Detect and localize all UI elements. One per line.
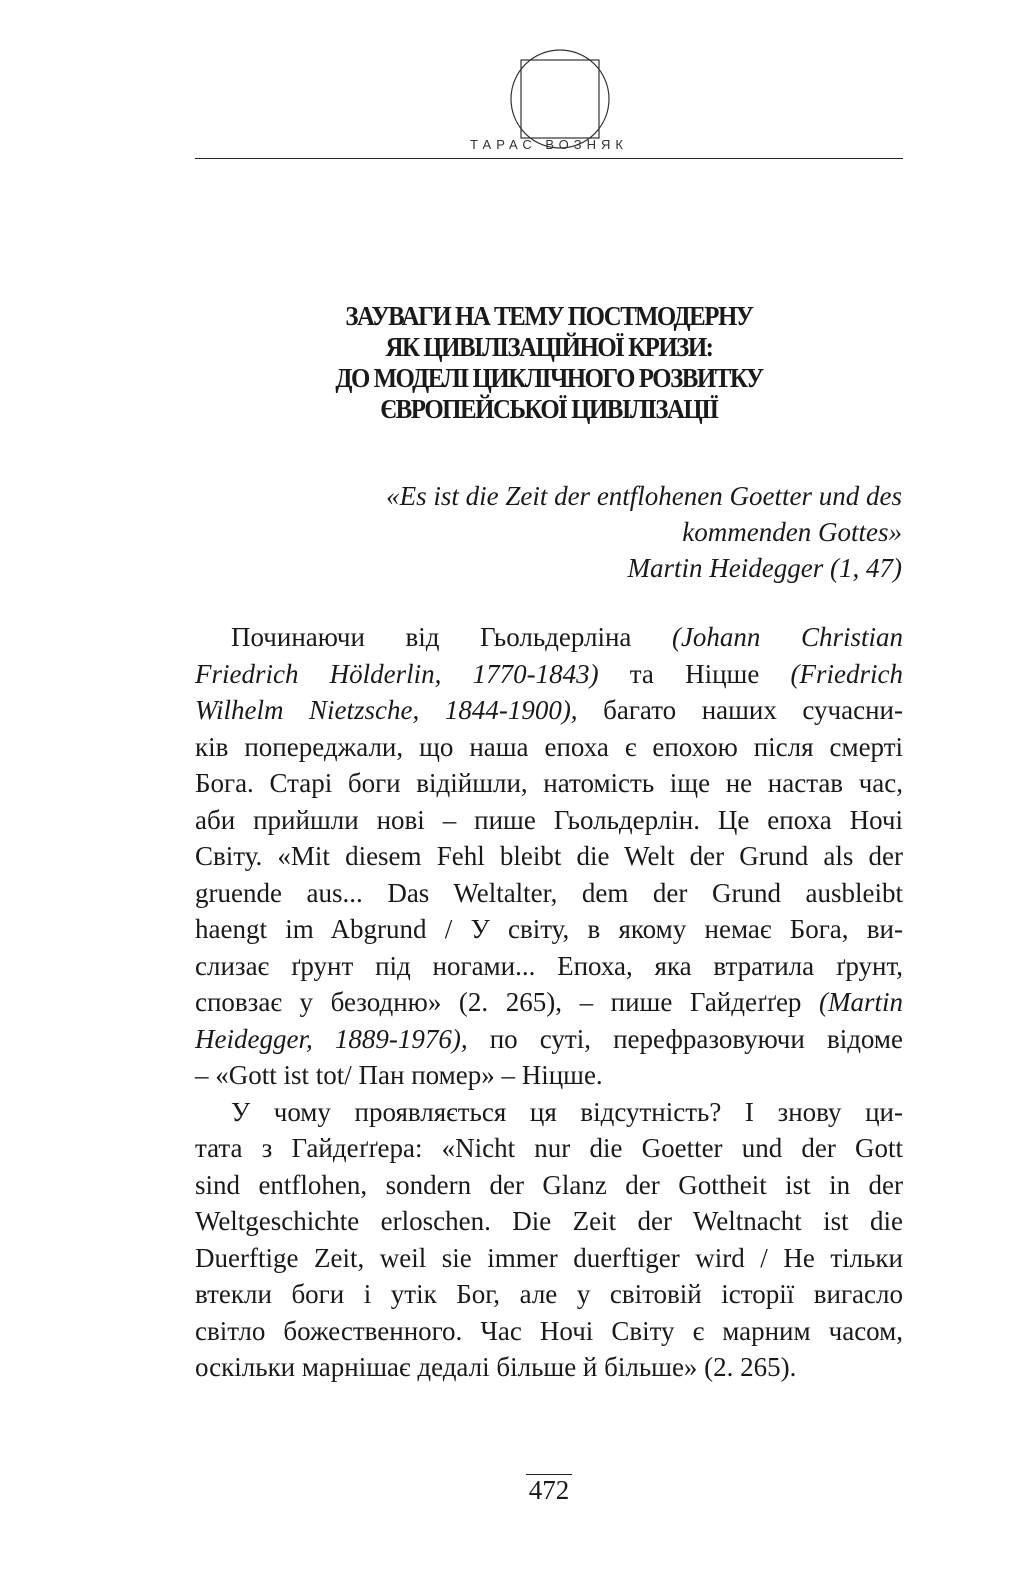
paragraph [195, 619, 903, 1094]
text-segment: ків попереджали, що наша епоха є епохою після смерті [195, 731, 903, 762]
text-line [195, 692, 903, 729]
text-segment: та Ніцше [598, 658, 791, 689]
italic-segment: Heidegger, 1889-1976), [195, 1023, 468, 1054]
text-line [195, 802, 903, 839]
text-segment: Weltgeschichte erloschen. Die Zeit der Weltnacht ist die [195, 1206, 903, 1236]
text-segment: haengt im Abgrund / У світу, в якому немає Бога, ви- [195, 914, 903, 944]
header-rule [195, 158, 903, 159]
italic-segment: (Martin [819, 987, 903, 1017]
page-number: 472 [526, 1474, 573, 1505]
title-line: ЄВРОПЕЙСЬКОЇ ЦИВІЛІЗАЦІЇ [380, 394, 718, 424]
circle-square-emblem-icon [509, 48, 611, 150]
text-segment: Duerftige Zeit, weil sie immer duerftiger wird / Не тільки [195, 1242, 903, 1273]
text-segment: – «Gott ist tot/ Пан помер» – Ніцше. [195, 1060, 603, 1090]
epigraph [386, 478, 902, 586]
text-segment: сповзає у безодню» (2. 265), – пише Гайдеґґер [195, 987, 819, 1017]
text-line [195, 984, 903, 1021]
text-line [195, 656, 903, 693]
epigraph-line: «Es ist die Zeit der entflohenen Goetter und des [386, 481, 902, 511]
text-segment: слизає ґрунт під ногами... Епоха, яка втратила ґрунт, [195, 950, 903, 981]
paragraph [195, 1094, 903, 1386]
text-line [195, 1276, 903, 1313]
italic-segment: (Johann Christian [671, 622, 903, 652]
text-segment: оскільки марнішає дедалі більше й більше» (2. 265). [195, 1352, 797, 1382]
body-text [195, 619, 903, 1386]
text-segment: по суті, перефразовуючи відоме [467, 1023, 903, 1054]
text-line [195, 1203, 903, 1240]
text-segment: аби прийшли нові – пише Гьольдерлін. Це епоха Ночі [195, 804, 903, 835]
title-line: ДО МОДЕЛІ ЦИКЛІЧНОГО РОЗВИТКУ [335, 363, 763, 393]
text-segment: втекли боги і утік Бог, але у світовій історії вигасло [195, 1279, 903, 1309]
text-line [195, 729, 903, 766]
text-line [195, 948, 903, 985]
running-head: ТАРАС ВОЗНЯК [470, 137, 628, 152]
text-line [195, 765, 903, 802]
text-line [195, 1240, 903, 1277]
italic-segment: (Friedrich [790, 658, 903, 689]
text-line [195, 1057, 903, 1094]
text-line [195, 1349, 903, 1386]
text-line [195, 1094, 903, 1131]
text-segment: світло божественного. Час Ночі Світу є марним часом, [195, 1315, 903, 1346]
text-segment: тата з Гайдеґґера: «Nicht nur die Goetter und der Gott [195, 1133, 903, 1163]
text-line [195, 1167, 903, 1204]
epigraph-attribution: Martin Heidegger (1, 47) [627, 553, 902, 583]
text-segment: Починаючи від Гьольдерліна [231, 622, 672, 652]
text-line [195, 1021, 903, 1058]
italic-segment: Friedrich Hölderlin, 1770-1843) [195, 658, 599, 689]
text-segment: багато наших сучасни- [577, 695, 903, 725]
italic-segment: Wilhelm Nietzsche, 1844-1900), [195, 695, 578, 725]
epigraph-line: kommenden Gottes» [682, 517, 902, 547]
text-segment: gruende aus... Das Weltalter, dem der Grund ausbleibt [195, 877, 903, 908]
text-segment: У чому проявляється ця відсутність? І знову ци- [231, 1096, 903, 1127]
text-line [195, 875, 903, 912]
text-segment: Бога. Старі боги відійшли, натомість іще не настав час, [195, 768, 903, 798]
article-title [223, 301, 874, 425]
text-segment: sind entflohen, sondern der Glanz der Gottheit ist in der [195, 1169, 903, 1200]
text-line [195, 1130, 903, 1167]
title-line: ЗАУВАГИ НА ТЕМУ ПОСТМОДЕРНУ [345, 301, 753, 331]
text-line [195, 838, 903, 875]
text-line [195, 1313, 903, 1350]
text-line [195, 911, 903, 948]
text-segment: Світу. «Mit diesem Fehl bleibt die Welt der Grund als der [195, 841, 903, 871]
page-number-block [195, 1474, 903, 1505]
title-line: ЯК ЦИВІЛІЗАЦІЙНОЇ КРИЗИ: [385, 332, 713, 362]
text-line [195, 619, 903, 656]
